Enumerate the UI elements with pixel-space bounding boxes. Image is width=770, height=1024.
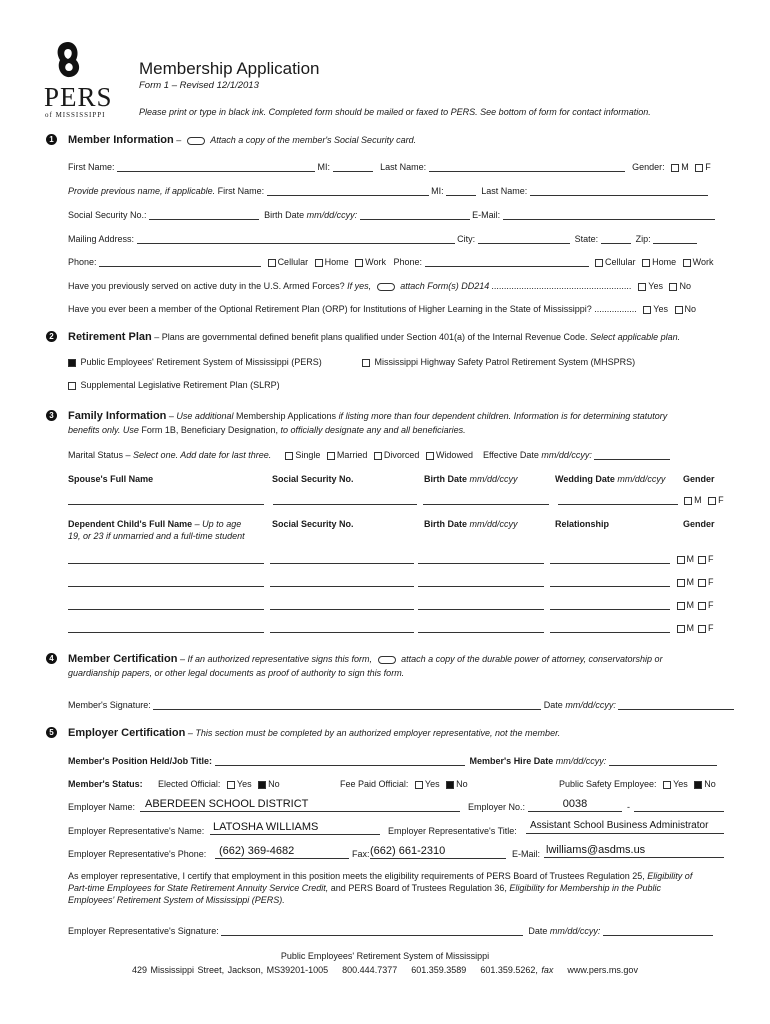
logo-text: PERS: [44, 82, 113, 112]
armed-forces-if: If yes,: [347, 281, 372, 291]
section-1-note: Attach a copy of the member's Social Security card.: [210, 135, 417, 145]
section-3-note2: benefits only. Use: [68, 425, 139, 435]
first-name-field[interactable]: [117, 162, 315, 172]
section-3-note-c: if listing more than four dependent children. Information is for determining statutory: [338, 411, 668, 421]
position-row: [68, 756, 717, 766]
certify-text-1: As employer representative, I certify that employment in this position meets the eligibility requirements of PERS Board of Trustees Regulation 25,: [68, 871, 645, 881]
section-5-heading: [68, 727, 560, 739]
rep-date-field[interactable]: [603, 926, 713, 936]
employer-name-label: Employer Name:: [68, 802, 136, 812]
phone1-cellular-label: Cellular: [277, 257, 309, 267]
birth-date-field[interactable]: [360, 210, 470, 220]
child-row-3: [68, 600, 714, 610]
fee-label: Fee Paid Official:: [340, 779, 409, 789]
child-birth-field[interactable]: [418, 554, 544, 564]
married-label: Married: [336, 450, 368, 460]
gender-f-label: F: [705, 162, 711, 172]
plan-pers-label: Public Employees' Retirement System of Mississippi (PERS): [80, 357, 322, 367]
member-signature-label: Member's Signature:: [68, 700, 151, 710]
birth-date-label: Birth Date: [264, 210, 305, 220]
certify-text-2-italic-b: Eligibility for Membership in the Public: [509, 883, 661, 893]
rep-email-field[interactable]: [544, 844, 724, 858]
email-label: E-Mail:: [472, 210, 501, 220]
position-label: Member's Position Held/Job Title:: [68, 756, 212, 766]
effective-date-label: Effective Date: [482, 450, 539, 460]
fee-no-label: No: [456, 779, 468, 789]
pers-logo-icon: [52, 40, 84, 80]
child-f-checkbox[interactable]: [698, 579, 706, 587]
armed-forces-question: Have you previously served on active duty in the U.S. Armed Forces?: [68, 281, 345, 291]
single-label: Single: [295, 450, 321, 460]
wedding-label: Wedding Date: [555, 474, 615, 484]
child-m-label: M: [686, 600, 695, 610]
widowed-label: Widowed: [435, 450, 473, 460]
plan-mhsprs-row: [358, 357, 635, 367]
birth-date-format: mm/dd/ccyy:: [306, 210, 358, 220]
spouse-gender-header: Gender: [683, 474, 715, 484]
widowed-checkbox[interactable]: [426, 452, 434, 460]
wedding-header: [555, 474, 665, 484]
child-ssn-field[interactable]: [270, 623, 414, 633]
section-1-number: 1: [46, 134, 57, 145]
section-2-note: – Plans are governmental defined benefit plans qualified under Section 401(a) of the Internal Revenue Code.: [154, 332, 588, 342]
phone2-cellular-checkbox[interactable]: [595, 259, 603, 267]
child-name-label: Dependent Child's Full Name: [68, 519, 193, 529]
section-4-note-b: attach a copy of the durable power of attorney, conservatorship or: [401, 654, 663, 664]
mailing-address-label: Mailing Address:: [68, 234, 135, 244]
armed-forces-attach: attach Form(s) DD214 ........................................................: [400, 281, 632, 291]
hire-date-field[interactable]: [609, 756, 717, 766]
phone1-home-label: Home: [324, 257, 349, 267]
elected-yes-label: Yes: [236, 779, 252, 789]
spouse-f-label: F: [718, 495, 724, 505]
child-note-line2: 19, or 23 if unmarried and a full-time student: [68, 531, 245, 541]
phone-label: Phone:: [68, 257, 97, 267]
section-2-note-italic: Select applicable plan.: [590, 332, 681, 342]
first-name-label: First Name:: [68, 162, 115, 172]
rep-phone-label: Employer Representative's Phone:: [68, 849, 207, 859]
phone2-label: Phone:: [393, 257, 423, 267]
last-name-label: Last Name:: [380, 162, 427, 172]
relationship-header: Relationship: [555, 519, 610, 529]
elected-no-checkbox[interactable]: [258, 781, 266, 789]
child-m-label: M: [686, 623, 695, 633]
safety-yes-checkbox[interactable]: [663, 781, 671, 789]
member-date-field[interactable]: [618, 700, 734, 710]
spouse-f-checkbox[interactable]: [708, 497, 716, 505]
child-row-2: [68, 577, 714, 587]
child-name-field[interactable]: [68, 600, 264, 610]
fax-label: Fax:: [352, 849, 370, 859]
section-2-number: 2: [46, 331, 57, 342]
first-name-row: [68, 162, 711, 172]
spouse-birth-label: Birth Date: [424, 474, 468, 484]
footer-phone-2: 601.359.3589: [411, 965, 467, 975]
paperclip-icon: [378, 656, 396, 664]
safety-no-checkbox[interactable]: [694, 781, 702, 789]
prev-first-field[interactable]: [267, 186, 429, 196]
child-relationship-field[interactable]: [550, 600, 670, 610]
effective-date-field[interactable]: [594, 450, 670, 460]
armed-forces-row: [68, 281, 691, 291]
logo-subtext: of MISSISSIPPI: [45, 111, 106, 119]
child-m-label: M: [686, 577, 695, 587]
footer-fax: 601.359.5262,: [480, 965, 538, 975]
employer-name-value: ABERDEEN SCHOOL DISTRICT: [145, 798, 309, 810]
child-m-checkbox[interactable]: [677, 602, 685, 610]
paperclip-icon: [187, 137, 205, 145]
rep-name-label: Employer Representative's Name:: [68, 826, 205, 836]
rep-name-field[interactable]: [210, 821, 380, 835]
section-4-note: – If an authorized representative signs this form,: [179, 654, 373, 664]
child-birth-field[interactable]: [418, 577, 544, 587]
employer-no-suffix-field[interactable]: [634, 798, 724, 812]
mi-label: MI:: [317, 162, 331, 172]
child-m-label: M: [686, 554, 695, 564]
rep-title-value: Assistant School Business Administrator: [530, 820, 709, 831]
child-relationship-field[interactable]: [550, 577, 670, 587]
section-3-note-b: Membership Applications: [235, 411, 337, 421]
divorced-label: Divorced: [383, 450, 420, 460]
child-birth-header: [424, 519, 518, 529]
section-5-title: Employer Certification: [68, 727, 186, 739]
section-1-title: Member Information: [68, 134, 174, 146]
gender-m-checkbox[interactable]: [671, 164, 679, 172]
rep-signature-row: [68, 926, 713, 936]
child-birth-format: mm/dd/ccyy: [469, 519, 518, 529]
certify-text-1-italic: Eligibility of: [647, 871, 693, 881]
prev-last-label: Last Name:: [481, 186, 528, 196]
last-name-field[interactable]: [429, 162, 625, 172]
safety-no-label: No: [704, 779, 716, 789]
child-name-field[interactable]: [68, 577, 264, 587]
child-f-label: F: [708, 600, 714, 610]
certify-line-1: [68, 871, 692, 881]
plan-slrp-label: Supplemental Legislative Retirement Plan (SLRP): [80, 380, 280, 390]
child-birth-label: Birth Date: [424, 519, 468, 529]
phone1-work-checkbox[interactable]: [355, 259, 363, 267]
footer-org: Public Employees' Retirement System of Mississippi: [280, 951, 490, 961]
child-relationship-field[interactable]: [550, 623, 670, 633]
gender-label: Gender:: [632, 162, 665, 172]
child-m-checkbox[interactable]: [677, 556, 685, 564]
child-ssn-field[interactable]: [270, 577, 414, 587]
hire-date-label: Member's Hire Date: [469, 756, 554, 766]
section-4-number: 4: [46, 653, 57, 664]
child-birth-field[interactable]: [418, 623, 544, 633]
phone2-cellular-label: Cellular: [605, 257, 636, 267]
phone1-home-checkbox[interactable]: [315, 259, 323, 267]
employer-no-dash: -: [627, 802, 630, 812]
state-label: State:: [574, 234, 599, 244]
safety-yes-label: Yes: [673, 779, 688, 789]
form-revision: Form 1 – Revised 12/1/2013: [139, 80, 259, 91]
safety-label: Public Safety Employee:: [559, 779, 657, 789]
child-f-label: F: [708, 577, 714, 587]
elected-no-label: No: [268, 779, 280, 789]
footer-website[interactable]: www.pers.ms.gov: [567, 965, 638, 975]
certify-line-2: [68, 883, 661, 893]
armed-yes-label: Yes: [648, 281, 663, 291]
rep-title-field[interactable]: [526, 820, 724, 834]
ssn-field[interactable]: [149, 210, 259, 220]
footer-fax-label: fax: [541, 965, 554, 975]
child-f-checkbox[interactable]: [698, 625, 706, 633]
child-ssn-field[interactable]: [270, 554, 414, 564]
zip-field[interactable]: [653, 234, 697, 244]
rep-title-label: Employer Representative's Title:: [388, 826, 517, 836]
child-f-checkbox[interactable]: [698, 556, 706, 564]
child-f-label: F: [708, 623, 714, 633]
page-title: Membership Application: [139, 59, 320, 78]
child-relationship-field[interactable]: [550, 554, 670, 564]
city-field[interactable]: [478, 234, 570, 244]
armed-yes-checkbox[interactable]: [638, 283, 646, 291]
member-date-label: Date: [543, 700, 563, 710]
section-2-title: Retirement Plan: [68, 331, 152, 343]
rep-name-value: LATOSHA WILLIAMS: [213, 821, 319, 833]
rep-email-value: lwilliams@asdms.us: [546, 844, 646, 856]
phone2-work-label: Work: [692, 257, 714, 267]
spouse-name-header: Spouse's Full Name: [68, 474, 154, 484]
email-field[interactable]: [503, 210, 715, 220]
marital-note: Select one. Add date for last three.: [133, 450, 272, 460]
mailing-address-field[interactable]: [137, 234, 455, 244]
city-label: City:: [457, 234, 476, 244]
section-4-heading: [68, 653, 663, 665]
child-f-checkbox[interactable]: [698, 602, 706, 610]
plan-slrp-checkbox[interactable]: [68, 382, 76, 390]
child-row-1: [68, 554, 714, 564]
elected-official-group: [158, 779, 280, 789]
safety-group: [559, 779, 716, 789]
fax-value: (662) 661-2310: [370, 845, 446, 857]
previous-name-label: Provide previous name, if applicable.: [68, 186, 216, 196]
spouse-name-field[interactable]: [68, 495, 264, 505]
armed-no-checkbox[interactable]: [669, 283, 677, 291]
child-ssn-header: Social Security No.: [272, 519, 354, 529]
rep-date-label: Date: [528, 926, 548, 936]
married-checkbox[interactable]: [327, 452, 335, 460]
rep-date-format: mm/dd/ccyy:: [549, 926, 601, 936]
instructions: Please print or type in black ink. Completed form should be mailed or faxed to PERS. See bottom of form for contact information.: [139, 107, 651, 117]
rep-phone-field[interactable]: [215, 845, 349, 859]
prev-mi-field[interactable]: [446, 186, 476, 196]
orp-yes-checkbox[interactable]: [643, 306, 651, 314]
section-5-note: – This section must be completed by an authorized employer representative, not the member.: [187, 728, 561, 738]
section-3-note2-b: Form 1B, Beneficiary Designation,: [141, 425, 278, 435]
gender-m-label: M: [681, 162, 689, 172]
child-f-label: F: [708, 554, 714, 564]
certify-text-2: and PERS Board of Trustees Regulation 36,: [330, 883, 507, 893]
plan-mhsprs-label: Mississippi Highway Safety Patrol Retirement System (MHSPRS): [374, 357, 636, 367]
ssn-label: Social Security No.:: [68, 210, 147, 220]
gender-f-checkbox[interactable]: [695, 164, 703, 172]
rep-signature-label: Employer Representative's Signature:: [68, 926, 219, 936]
phone1-cellular-checkbox[interactable]: [268, 259, 276, 267]
armed-no-label: No: [679, 281, 691, 291]
spouse-ssn-field[interactable]: [273, 495, 417, 505]
elected-label: Elected Official:: [158, 779, 221, 789]
wedding-date-field[interactable]: [558, 495, 678, 505]
wedding-format: mm/dd/ccyy: [617, 474, 666, 484]
child-note: – Up to age: [194, 519, 242, 529]
rep-phone-value: (662) 369-4682: [219, 845, 295, 857]
phone-field[interactable]: [99, 257, 261, 267]
orp-no-label: No: [684, 304, 697, 314]
fee-paid-group: [340, 779, 468, 789]
orp-question: Have you ever been a member of the Optional Retirement Plan (ORP) for Institutions of Higher Learning in the State of Mississippi? .................: [68, 304, 637, 314]
child-name-field[interactable]: [68, 554, 264, 564]
child-name-field[interactable]: [68, 623, 264, 633]
rep-email-label: E-Mail:: [512, 849, 541, 859]
child-m-checkbox[interactable]: [677, 579, 685, 587]
spouse-ssn-header: Social Security No.: [272, 474, 354, 484]
phone-row: [68, 257, 713, 267]
employer-no-value: 0038: [562, 798, 588, 810]
previous-name-row: [68, 186, 708, 196]
marital-row: [68, 450, 670, 460]
phone2-home-checkbox[interactable]: [642, 259, 650, 267]
plan-mhsprs-checkbox[interactable]: [362, 359, 370, 367]
spouse-m-label: M: [694, 495, 702, 505]
paperclip-icon: [377, 283, 395, 291]
fax-field[interactable]: [370, 845, 506, 859]
mi-field[interactable]: [333, 162, 373, 172]
member-signature-field[interactable]: [153, 700, 541, 710]
footer-address: 429 Mississippi Street, Jackson, MS39201-1005: [132, 965, 329, 975]
prev-mi-label: MI:: [431, 186, 444, 196]
section-2-heading: [68, 331, 680, 343]
spouse-birth-format: mm/dd/ccyy: [469, 474, 518, 484]
plan-pers-row: [64, 357, 322, 367]
rep-signature-field[interactable]: [221, 926, 523, 936]
child-m-checkbox[interactable]: [677, 625, 685, 633]
prev-last-field[interactable]: [530, 186, 708, 196]
child-ssn-field[interactable]: [270, 600, 414, 610]
spouse-m-checkbox[interactable]: [684, 497, 692, 505]
section-4-title: Member Certification: [68, 653, 178, 665]
phone1-work-label: Work: [365, 257, 386, 267]
single-checkbox[interactable]: [285, 452, 293, 460]
fee-yes-checkbox[interactable]: [415, 781, 423, 789]
certify-text-2-italic: Part-time Employees for State Retirement Annuity Service Credit,: [68, 883, 329, 893]
position-field[interactable]: [215, 756, 465, 766]
phone2-work-checkbox[interactable]: [683, 259, 691, 267]
orp-no-checkbox[interactable]: [675, 306, 683, 314]
child-name-header: [68, 519, 241, 529]
plan-slrp-row: [64, 380, 280, 390]
status-label: Member's Status:: [68, 779, 143, 789]
section-4-note-line2: guardianship papers, or other legal documents as proof of authority to sign this form.: [68, 668, 405, 678]
spouse-birth-field[interactable]: [423, 495, 549, 505]
child-gender-header: Gender: [683, 519, 715, 529]
section-3-title: Family Information: [68, 410, 167, 422]
certify-line-3: Employees' Retirement System of Mississippi (PERS).: [68, 895, 285, 905]
footer-contact: [0, 965, 770, 975]
elected-yes-checkbox[interactable]: [227, 781, 235, 789]
state-field[interactable]: [601, 234, 631, 244]
fee-yes-label: Yes: [424, 779, 440, 789]
child-row-4: [68, 623, 714, 633]
orp-yes-label: Yes: [653, 304, 668, 314]
phone2-home-label: Home: [652, 257, 677, 267]
section-3-number: 3: [46, 410, 57, 421]
prev-first-label: First Name:: [217, 186, 265, 196]
address-row: [68, 234, 697, 244]
marital-label: Marital Status –: [68, 450, 131, 460]
hire-date-format: mm/dd/ccyy:: [555, 756, 607, 766]
section-5-number: 5: [46, 727, 57, 738]
member-signature-row: [68, 700, 734, 710]
phone2-field[interactable]: [425, 257, 589, 267]
employer-no-label: Employer No.:: [468, 802, 526, 812]
section-3-note: – Use additional: [168, 411, 234, 421]
section-3-note-line2: [68, 425, 466, 435]
section-1-heading: Member Information – Attach a copy of the member's Social Security card.: [68, 134, 417, 146]
employer-no-field[interactable]: [528, 798, 622, 812]
orp-row: [68, 304, 696, 314]
section-3-heading: [68, 410, 667, 422]
employer-name-field[interactable]: [140, 798, 460, 812]
spouse-row: [68, 495, 724, 505]
footer-phone-1: 800.444.7377: [342, 965, 398, 975]
plan-pers-checkbox[interactable]: [68, 359, 76, 367]
effective-date-format: mm/dd/ccyy:: [541, 450, 592, 460]
member-date-format: mm/dd/ccyy:: [565, 700, 616, 710]
spouse-birth-header: [424, 474, 518, 484]
zip-label: Zip:: [635, 234, 651, 244]
section-3-note2-c: to officially designate any and all beneficiaries.: [280, 425, 466, 435]
ssn-row: [68, 210, 715, 220]
divorced-checkbox[interactable]: [374, 452, 382, 460]
fee-no-checkbox[interactable]: [446, 781, 454, 789]
child-birth-field[interactable]: [418, 600, 544, 610]
